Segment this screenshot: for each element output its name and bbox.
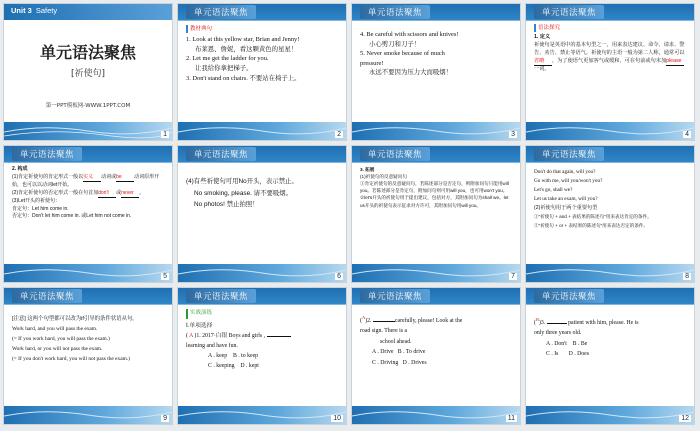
slide-footer: [526, 264, 694, 282]
slide-content: [186, 308, 340, 371]
wave-decoration: [178, 264, 346, 282]
example-line-3: Let's go, shall we?: [534, 187, 573, 194]
band-title: 单元语法聚焦: [360, 147, 430, 161]
section-tag: 实战演练: [186, 309, 212, 319]
example-1-translation: 布莱恩、詹妮，看这颗黄色的星星！: [195, 45, 298, 53]
slide-footer: [4, 122, 172, 140]
example-1: 1. Look at this yellow star, Brian and Jenny!: [186, 36, 300, 44]
question-3-cont: only three years old.: [534, 330, 582, 337]
slide-thumbnail-1[interactable]: [4, 4, 172, 140]
section-tag: 语法探究: [534, 24, 560, 32]
slide-number: 9: [163, 415, 167, 422]
slide-number: 11: [507, 415, 515, 422]
slide-number: 1: [163, 131, 167, 138]
pattern-or: ②“祈使句 + or + 表结果的陈述句”用来表达否定的条件。: [534, 222, 649, 228]
definition-text: 祈使句是英语中的基本句型之一，用来表达建议、命令、请求、警告、劝告、禁止等语气。祈使句的主语一般为第二人称，通常可以省略 ，为了使语气更加客气或缓和，可在句前或句末加please一词。: [534, 42, 685, 73]
wave-decoration: [526, 264, 694, 282]
header-band: [352, 146, 520, 163]
site-credit: 第一PPT模板网-WWW.1PPT.COM: [45, 103, 131, 109]
header-band: [352, 288, 520, 305]
slide-thumbnail-6[interactable]: [178, 146, 346, 282]
wave-decoration: [352, 122, 520, 140]
section-heading: 3. 拓展: [360, 167, 375, 172]
rule-3-affirmative: 肯定句：Let him come in.: [12, 205, 69, 212]
slide-content: [12, 314, 166, 364]
slide-footer: [352, 122, 520, 140]
slide-subtitle: [祈使句]: [70, 69, 106, 79]
section-heading: 1. 定义: [534, 34, 551, 41]
slide-number: 2: [337, 131, 341, 138]
note-line: [注意] 这两个句型都可以改为if引导的条件状语从句。: [12, 316, 138, 322]
section-tag: 教材典句: [186, 25, 212, 33]
example-line-3: Work hard, or you will not pass the exam.: [12, 346, 103, 352]
slide-footer: [352, 406, 520, 424]
slide-thumbnail-2[interactable]: [178, 4, 346, 140]
example-no-smoking: No smoking, please. 请不要吸烟。: [194, 189, 293, 197]
example-no-photos: No photos! 禁止拍照！: [194, 201, 259, 209]
slide-thumbnail-4[interactable]: [526, 4, 694, 140]
slide-content: [186, 24, 340, 83]
slide-thumbnail-7[interactable]: [352, 146, 520, 282]
example-line-1: Don't do that again, will you?: [534, 169, 596, 175]
example-5-translation: 永远不要因为压力大而吸烟！: [369, 69, 453, 77]
slide-number: 4: [685, 131, 689, 138]
slide-content: [12, 166, 166, 221]
slide-thumbnail-8[interactable]: [526, 146, 694, 282]
example-3: 3. Don't stand on chairs. 不要站在椅子上。: [186, 74, 301, 82]
question-1-cont: learning and have fun.: [186, 342, 238, 349]
slide-footer: [178, 122, 346, 140]
example-line-4: (= If you don't work hard, you will not pass the exam.): [12, 356, 130, 362]
slide-footer: [352, 264, 520, 282]
band-title: 单元语法聚焦: [534, 289, 604, 303]
slide-content: [360, 166, 514, 209]
header-band: [4, 146, 172, 163]
example-line-1: Work hard, and you will pass the exam.: [12, 326, 98, 332]
wave-decoration: [178, 122, 346, 140]
rule-3-negative: 否定句：Don't let him come in. 或Let him not come in.: [12, 213, 132, 219]
slide-number: 6: [337, 273, 341, 280]
rule-3: (3)Let开头的祈使句：: [12, 198, 61, 204]
wave-decoration: [4, 264, 172, 282]
example-5-cont: pressure!: [360, 59, 384, 67]
example-line-2: Go with me, will you/won't you?: [534, 178, 603, 185]
slide-number: 8: [685, 273, 689, 280]
example-line-4: Let us take an exam, will you?: [534, 196, 598, 203]
pattern-heading: (2)祈使句用于两个重要句型: [534, 205, 598, 212]
slide-number: 10: [333, 415, 341, 422]
slide-number: 3: [511, 131, 515, 138]
wave-decoration: [526, 122, 694, 140]
band-title: 单元语法聚焦: [12, 147, 82, 161]
slide-content: [534, 316, 688, 360]
wave-decoration: [4, 406, 172, 424]
wave-decoration: [352, 264, 520, 282]
slide-footer: [526, 122, 694, 140]
slide-thumbnail-12[interactable]: [526, 288, 694, 424]
question-3: ($^B$)3. patient with him, please. He is: [534, 317, 639, 326]
slide-footer: [526, 406, 694, 424]
slide-footer: [4, 406, 172, 424]
band-title: 单元语法聚焦: [534, 147, 604, 161]
tag-question-rule-1: ①肯定祈使句的反意疑问句，若陈述部分是否定句，则附加问句只能用will you。若陈述部分是肯定句，附加问句则可用will you，也可用won't you。: [360, 181, 509, 194]
slide-thumbnail-9[interactable]: [4, 288, 172, 424]
rule-2: (2)肯定祈使句的否定形式一般在句首加don't 或never 。: [12, 190, 166, 199]
header-band: [178, 288, 346, 305]
options-row-1: A . Don't B . Be: [546, 340, 588, 347]
options-row-2: C . keeping D . kept: [208, 363, 259, 370]
pattern-and: ①“祈使句 + and + 表结果的陈述句”用来表达肯定的条件。: [534, 214, 652, 220]
section-heading: 2. 构成: [12, 166, 28, 172]
example-2: 2. Let me get the ladder for you.: [186, 55, 269, 63]
header-band: [526, 4, 694, 21]
question-1: ( A )1. 2017·白银 Boys and girls ,: [186, 331, 340, 341]
header-band: [178, 4, 346, 21]
example-4: 4. Be careful with scissors and knives!: [360, 31, 459, 38]
wave-decoration: [178, 406, 346, 424]
rule-1: (1)肯定祈使句的肯定形式一般以实义 动词或be 动词原形开始，也可以以动词let开始。: [12, 173, 160, 188]
subheading: (1)祈使句的反意疑问句: [360, 174, 407, 180]
tag-question-rule-2: ②let's开头的祈使句用于提出建议，包括对方，其附加问句为shall we。let us开头的祈使句表示征求对方许可，其附加问句用will you。: [360, 195, 509, 208]
example-line-2: (= If you work hard, you will pass the exam.): [12, 336, 110, 342]
slide-content: [186, 176, 340, 211]
slide-number: 5: [163, 273, 167, 280]
rule-4: (4)有些祈使句可用No开头，表示禁止。: [186, 178, 298, 185]
slide-title: 单元语法聚焦: [39, 43, 136, 62]
slide-content: [534, 24, 688, 74]
slide-content: [534, 168, 688, 230]
section-heading: Ⅰ.单项选择: [186, 322, 213, 329]
slide-content: [360, 30, 514, 78]
wave-decoration: [526, 406, 694, 424]
header-band: [4, 288, 172, 305]
question-2-cont-2: school ahead.: [380, 338, 412, 345]
slide-thumbnail-10[interactable]: [178, 288, 346, 424]
band-title: 单元语法聚焦: [186, 5, 256, 19]
options-row-1: A . keep B . to keep: [208, 353, 259, 360]
slide-content: [360, 314, 514, 368]
header-band: [526, 288, 694, 305]
question-2-cont: road sign. There is a: [360, 328, 408, 335]
header-band: [178, 146, 346, 163]
slide-footer: [178, 406, 346, 424]
wave-decoration: [352, 406, 520, 424]
slide-footer: [178, 264, 346, 282]
band-title: 单元语法聚焦: [534, 5, 604, 19]
slide-thumbnail-11[interactable]: [352, 288, 520, 424]
options-row-1: A . Drive B . To drive: [372, 349, 426, 356]
band-title: 单元语法聚焦: [360, 289, 430, 303]
band-title: 单元语法聚焦: [186, 289, 256, 303]
slide-number: 7: [511, 273, 515, 280]
band-title: 单元语法聚焦: [186, 147, 256, 161]
unit-label: Unit 3 Safety: [11, 6, 58, 15]
example-5: 5. Never smoke because of much: [360, 50, 445, 58]
band-title: 单元语法聚焦: [12, 289, 82, 303]
slide-number: 12: [681, 415, 689, 422]
header-band: [526, 146, 694, 163]
example-2-translation: 让我给你拿把梯子。: [195, 65, 253, 73]
slide-thumbnail-5[interactable]: [4, 146, 172, 282]
slide-thumbnail-3[interactable]: [352, 4, 520, 140]
header-band: [352, 4, 520, 21]
example-4-translation: 小心剪刀和刀子！: [369, 40, 421, 48]
question-2: ($^A$)2. carefully, please! Look at the: [360, 315, 463, 324]
band-title: 单元语法聚焦: [360, 5, 430, 19]
options-row-2: C . Is D . Does: [546, 351, 590, 358]
slide-footer: [4, 264, 172, 282]
options-row-2: C . Driving D . Drives: [372, 359, 427, 366]
wave-decoration: [4, 122, 172, 140]
